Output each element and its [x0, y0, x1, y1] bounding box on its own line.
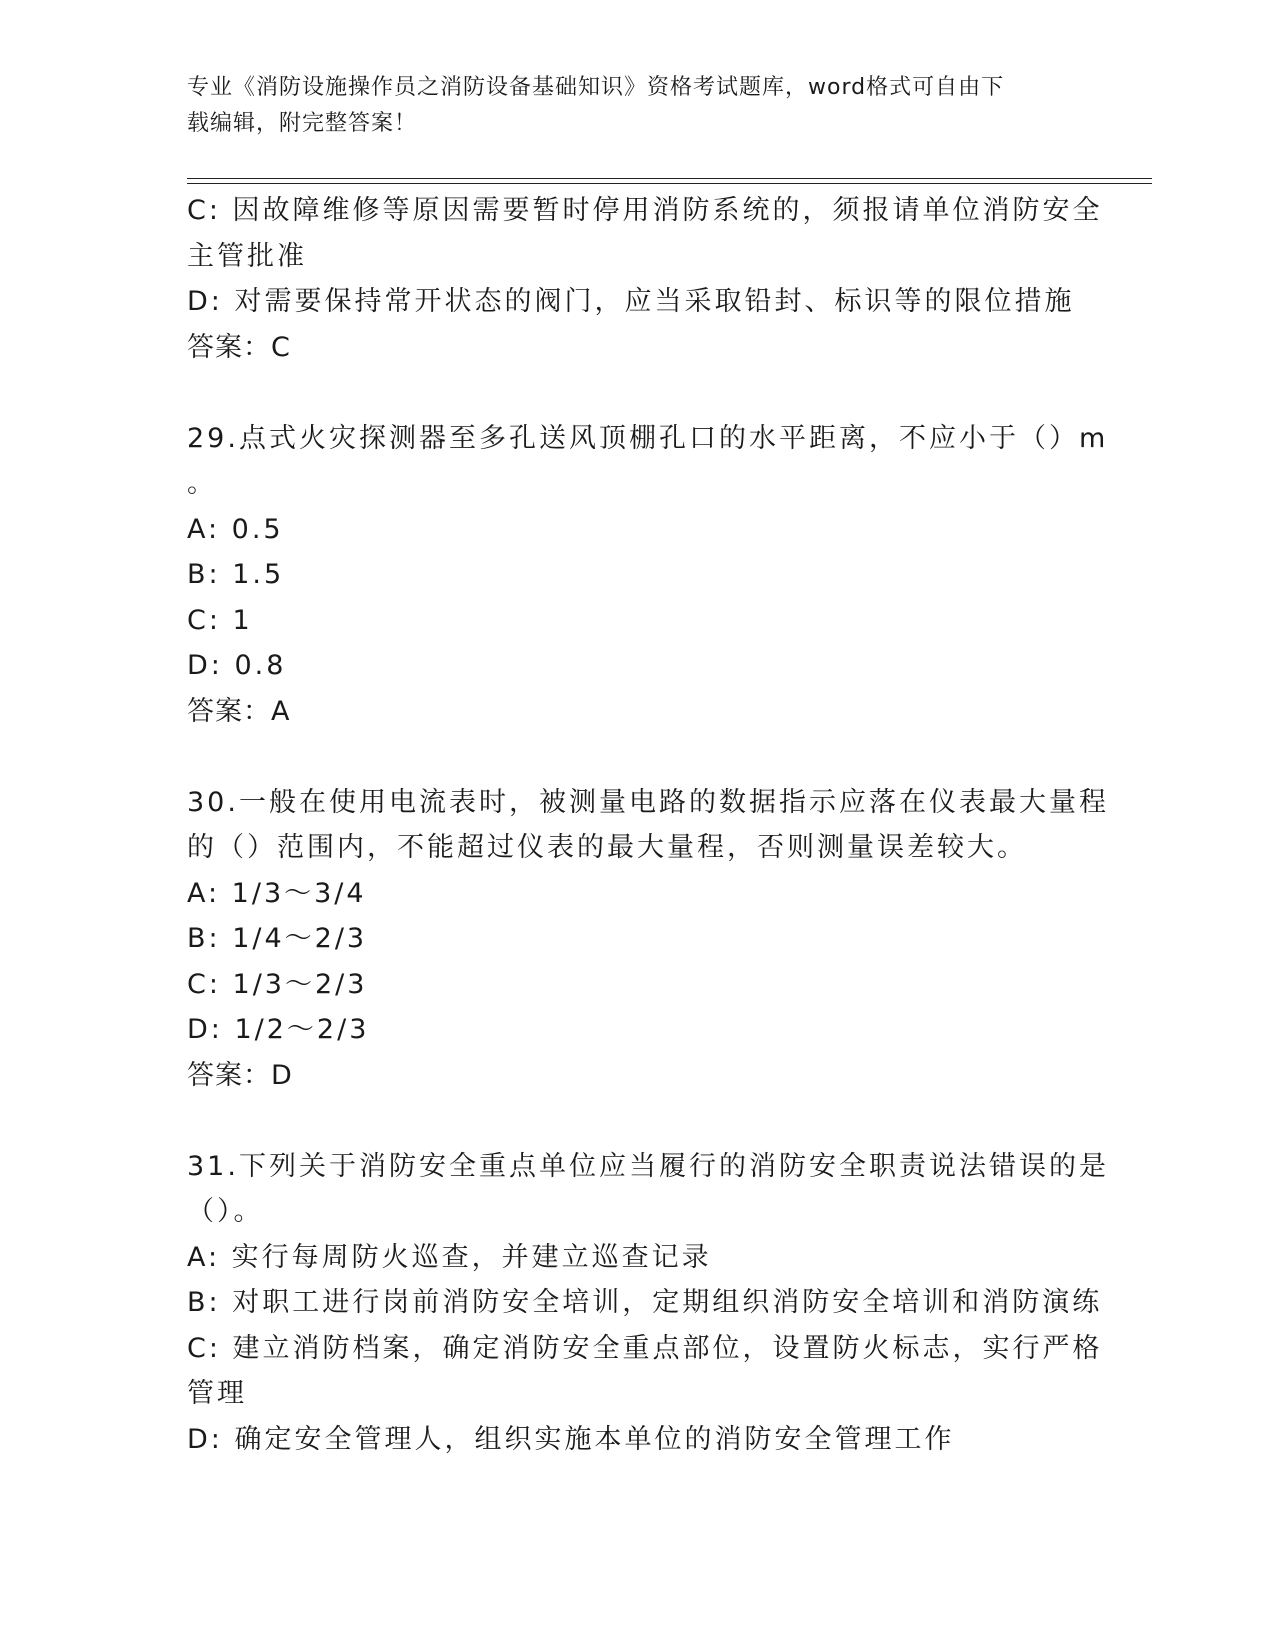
question-stem-line-1: 29.点式火灾探测器至多孔送风顶棚孔口的水平距离，不应小于（）m [187, 422, 1109, 454]
answer: 答案：D [187, 1059, 293, 1091]
header-line-2: 载编辑，附完整答案！ [187, 111, 418, 136]
answer: 答案：C [187, 331, 291, 363]
option-c-line-2: 管理 [187, 1378, 247, 1409]
option-a: A: 1/3～3/4 [187, 877, 367, 909]
option-c: C: 1/3～2/3 [187, 968, 368, 1000]
question-list [187, 188, 1109, 1462]
option-b: B: 对职工进行岗前消防安全培训，定期组织消防安全培训和消防演练 [187, 1287, 1103, 1318]
option-a: A: 0.5 [187, 513, 284, 545]
option-b: B: 1/4～2/3 [187, 923, 368, 954]
option-c: C: 1 [187, 604, 253, 636]
option-b: B: 1.5 [187, 559, 285, 590]
answer: 答案：A [187, 695, 291, 727]
header-line-1: 专业《消防设施操作员之消防设备基础知识》资格考试题库，word格式可自由下 [187, 75, 1005, 100]
option-d: D: 0.8 [187, 650, 287, 681]
question-stem-line-1: 31.下列关于消防安全重点单位应当履行的消防安全职责说法错误的是 [187, 1150, 1109, 1182]
question-stem-line-1: 30.一般在使用电流表时，被测量电路的数据指示应落在仪表最大量程 [187, 786, 1109, 818]
option-c-line-1: C: 建立消防档案，确定消防安全重点部位，设置防火标志，实行严格 [187, 1332, 1103, 1364]
document-header [187, 70, 1067, 142]
option-d: D: 1/2～2/3 [187, 1014, 370, 1045]
header-divider [187, 178, 1152, 184]
question-29 [187, 416, 1109, 735]
question-stem-line-2: 。 [187, 468, 217, 499]
question-stem-line-2: 的（）范围内，不能超过仪表的最大量程，否则测量误差较大。 [187, 832, 1027, 863]
question-stem-line-2: （）。 [187, 1196, 264, 1227]
option-d: D: 确定安全管理人，组织实施本单位的消防安全管理工作 [187, 1423, 955, 1455]
question-28 [187, 188, 1103, 370]
question-31 [187, 1144, 1109, 1463]
option-c-line-2: 主管批准 [187, 240, 307, 272]
document-page [187, 0, 1152, 1650]
question-30 [187, 780, 1109, 1099]
option-c-line-1: C: 因故障维修等原因需要暂时停用消防系统的，须报请单位消防安全 [187, 195, 1103, 226]
option-d: D: 对需要保持常开状态的阀门，应当采取铅封、标识等的限位措施 [187, 286, 1075, 317]
option-a: A: 实行每周防火巡查，并建立巡查记录 [187, 1241, 712, 1273]
